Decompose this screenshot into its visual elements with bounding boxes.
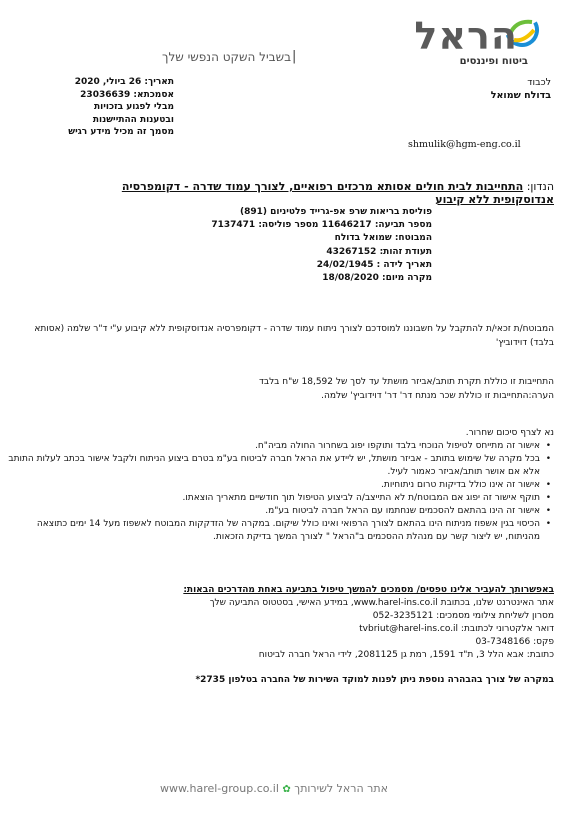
meta-date: תאריך: 26 ביולי, 2020 <box>74 77 174 87</box>
addressee-email: shmulik@hgm-eng.co.il <box>408 139 521 150</box>
contact-phone: מסרון לשליחת צילומי מסמכים: 052-3235121 <box>372 611 554 621</box>
slogan-divider: | <box>292 49 297 64</box>
meta-line3: מסמך זה מכיל מידע רגיש <box>68 127 174 137</box>
list-item: • אישור זה אינו כולל בדיקות טרום ניתוחיות. <box>0 479 540 492</box>
policy-name: פוליסת בריאות שרפ אפ-גרייד פלטיניום (891) <box>239 207 432 217</box>
id-number: תעודת זהות: 43267152 <box>326 246 432 257</box>
list-item: • אישור זה מתייחס לטיפול הנוכחי בלבד ותוקפו יפוג בשחרור החולה מביה"ח. <box>0 440 540 453</box>
contact-site[interactable]: אתר האינטרנט שלנו, בכתובת www.harel-ins.co.il, במידע האישי, בסטטוס התביעה שלך <box>209 598 554 608</box>
policy-details <box>132 206 432 285</box>
slogan: בשביל השקט הנפשי שלך <box>162 50 292 64</box>
footer-url[interactable]: www.harel-group.co.il <box>160 782 279 795</box>
leaf-icon: ✿ <box>282 784 291 795</box>
list-item: • בכל מקרה של שימוש בתותב - אביזר מושתל, יש ליידע את הראל חברה לביטוח בע"מ בטרם ביצוע הניתוח ולקבל אישור בכתב לעלות התותב אלא אם אושר תותב/אביזר כאמור לעיל. <box>0 453 540 479</box>
meta-line1: מבלי לפגוע בזכויות <box>94 102 174 112</box>
subject-text: התחייבות לבית חולים אסותא מרכזים רפואיים, לצורך עמוד שדרה - דקומפרסיה אנדוסקופית ללא קיבוע <box>121 180 554 206</box>
subject <box>64 181 554 206</box>
harel-logo <box>388 8 548 66</box>
addressee-name: בדולח שמואל <box>490 90 551 101</box>
list-item: • הכיסוי בגין אשפוז מניתוח הינו בהתאם לצורך הרפואי ואינו כולל שיקום. במקרה של הזדקקות המבוטח לאשפוז מעל 14 ימים כתוצאה מהניתוח, יש ליצור קשר עם מנהלת ההסכמים ב"הראל " לצורך המשך בדיקת הזכאות. <box>0 518 540 544</box>
date-of-birth: תאריך לידה : 24/02/1945 <box>316 259 432 270</box>
notes-title: נא לצרף סיכום שחרור. <box>465 428 554 438</box>
subject-label: הנדון: <box>526 180 554 193</box>
obligation <box>14 375 554 403</box>
obligation-note: הערה:התחייבות זו כוללת שכר מנתח דר' דר' דוידוביץ' שלמה. <box>321 391 554 401</box>
service-line: במקרה של צורך בהבהרה נוספת ניתן לפנות למוקד השירות של החברה בטלפון 2735* <box>195 675 554 685</box>
footer-text: אתר הראל לשירותך <box>294 782 388 795</box>
claim-number: מספר תביעה: 11646217 מספר פוליסה: 7137471 <box>211 220 432 231</box>
contact-email[interactable]: דואר אלקטרוני לכתובת: tvbriut@harel-ins.co.il <box>359 624 554 634</box>
addressee <box>436 76 551 102</box>
letter-meta <box>54 76 174 139</box>
addressee-to: לכבוד <box>527 77 551 88</box>
obligation-cap: התחייבות זו כוללת תקרת תותב/אביזר מושתל עד לסך של 18,592 ש"ח בלבד <box>258 377 554 387</box>
contact-address: כתובת: אבא הלל 3, ת"ד 1591, רמת גן 2081125, לידי הראל חברה לביטוח <box>258 650 554 660</box>
eligibility-paragraph: המבוטח/ת זכאי/ת להתקבל על חשבוננו למוסדכם לצורך ניתוח עמוד שדרה - דקומפרסיה אנדוסקופית ללא קיבוע ע"י ד"ר שלמה (אסותא בלבד) דוידוביץ' <box>34 324 554 348</box>
logo-subtitle: ביטוח ופיננסים <box>459 56 528 67</box>
logo-brand: הראל <box>414 14 518 58</box>
event-date: מקרה מיום: 18/08/2020 <box>322 272 432 283</box>
notes-list <box>0 440 554 544</box>
list-item: • תוקף אישור זה יפוג אם המבוטח/ת לא התייצב/ה לביצוע הטיפול תוך חודשיים מתאריך הוצאתו. <box>0 492 540 505</box>
insured-name: המבוטח: שמואל בדולח <box>334 233 432 244</box>
contact-fax: פקס: 03-7348166 <box>475 637 554 647</box>
list-item: • אישור זה הינו בהתאם להסכמים שנחתמו עם הראל חברה לביטוח בע"מ. <box>0 505 540 518</box>
footer <box>160 782 388 795</box>
contact-heading: באפשרותך להעביר אלינו טפסים/ מסמכים להמשך טיפול בתביעה באחת מהדרכים הבאות: <box>183 585 554 595</box>
contact-section <box>14 584 554 662</box>
meta-reference: אסמכתא: 23036639 <box>80 89 174 100</box>
meta-line2: ובטענות ההתיישנות <box>92 114 174 125</box>
